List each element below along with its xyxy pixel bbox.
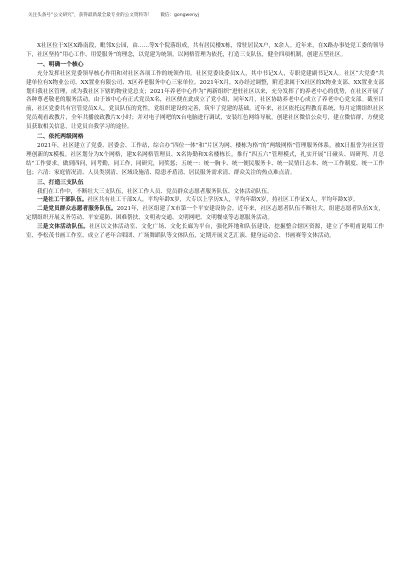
- banner-wechat-text: 微信：gongwenyj: [160, 13, 200, 18]
- team-text-culture: 社区以文体活动室、文化广场、文化长廊为平台，强化阵地和队伍建设，挖掘整合辖区资源，建立了李明甫说唱工作室、李松茂书画工作室、成立了老年合唱团、广场舞蹈队等文体队伍，定期开展文艺汇演、健身运动会、书画赛等文体活动。: [26, 224, 384, 240]
- document-body: [26, 42, 384, 241]
- team-lead-volunteers: 二是党员群众志愿者服务队伍。: [37, 206, 117, 213]
- banner-promo-text: 关注头条号“公文研究”，获得最新最全最专业的公文资料等！: [28, 13, 153, 18]
- section-three-paragraph: 我们在工作中，不断壮大三支队伍，社区工作人员、党员群众志愿者服务队伍、文体活动队伍。: [37, 188, 273, 195]
- team-paragraph-social-workers: [26, 196, 384, 205]
- section-heading-one: 一、明确一个核心: [37, 61, 84, 68]
- team-lead-social-workers: 一是社工干部队伍。: [37, 197, 88, 204]
- team-text-social-workers: 社区共有社工干部X人，平均年龄X岁，大专以上学历X人，平均年龄X岁，持社区工作证X人，平均年龄X岁。: [87, 197, 359, 204]
- team-paragraph-culture: [26, 223, 384, 241]
- team-paragraph-volunteers: [26, 205, 384, 223]
- section-one-paragraph: 充分发挥社区党委领导核心作用和对社区各项工作的统领作用。社区党委设委员X人，其中书记X人，专职党建副书记X人。社区“大党委”共建单位有X物业公司、XX置业有限公司、X区养老服务中心三家单位。2021年X月，X办经过调整，附近隶属于X社区的X物业支部、XX置业支部划归我社区管理，成为我社区下辖的物业党总支；2021年养老中心作为“两新组织”进驻社区以来，充分发挥了的养老中心的优势，在社区开展了各种尊老敬老的服务活动。由于该中心有正式党员X名，社区便在此成立了党小组，同年X月，社区协助养老中心成立了养老中心党支部。截至目前，社区党委共有官管党员X人，党员队伍的党性，党组织建设的完善，筑牢了党建的基础。近年来，社区依托远程教育系统，每月定期组织社区党员观看政教片，全年共播放政教片X小时；并对电子网吧的X台电脑进行调试，安装红色网络导航，创建社区微信公众号，建立微信群，方便党员获取相关信息，让党员自我学习的途径。: [26, 70, 384, 131]
- intro-paragraph: X社区位于X区X路南段，毗邻X公园，由……等X个院落组成，共有居民楼X栋，常驻居民X户，X余人。近年来，在X路办事处党工委的领导下，社区坚持“用心工作、用爱服务”的理念，以党建为统领，以网格管理为依托，打造三支队伍，健全四项机制，创建五型社区。: [26, 43, 384, 58]
- section-heading-two: 二、依托两级网格: [37, 134, 84, 141]
- team-lead-culture: 三是文体活动队伍。: [37, 224, 90, 231]
- team-text-volunteers: 2021年，社区组建了X市第一个平安建设协会，近年来，社区志愿者队伍不断壮大，组建志愿者队伍X支，定期组织开展义务劳动、平安巡防、困难帮扶、文明劝交通、文明网吧、文明餐桌等志愿服务活动。: [26, 206, 385, 222]
- section-heading-three: 三、打造三支队伍: [37, 179, 84, 186]
- section-two-paragraph: 2021年，社区建立了党委、居委会、工作站，综合办“四位一体”和“片区为网、楼栋为格”的“两级网格”管理服务体系，被X日报誉为社区管理创新的X模板。社区划分为X个网格，建X名网格管理员、X名协勤和X名楼栋长，推行“四五六”管理模式，扎实开展“日碰头、周研判、月总结”工作要求，做到四问，同考勤，同工作，同研究，同奖惩；五统一：统一胸卡、统一便民服务卡、统一民情日志本、统一工作制度、统一工作包；六清：家庭情况清、人员类别清、区域设施清、隐患矛盾清、居民服务需求清、群众关注的热点难点清。: [26, 142, 384, 176]
- header-banner: [28, 8, 384, 22]
